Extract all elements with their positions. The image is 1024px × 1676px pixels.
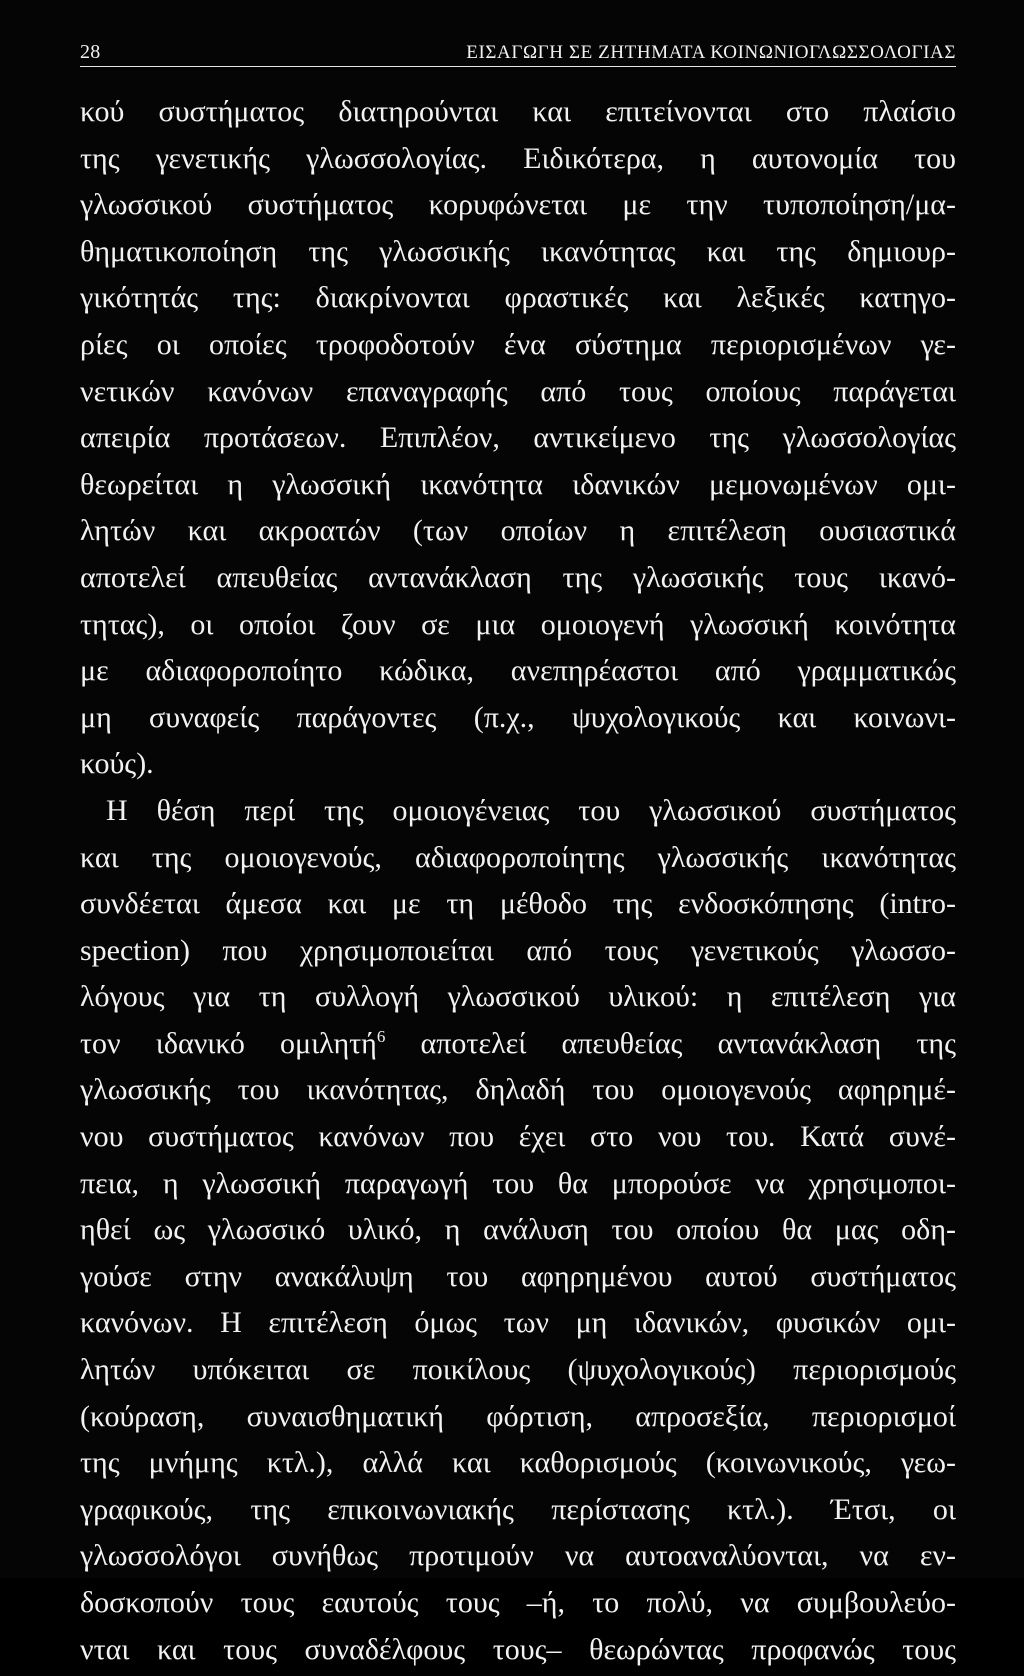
text-line: δοσκοπούν τους εαυτούς τους –ή, το πολύ, να συμβουλεύο- <box>80 1586 956 1619</box>
text-line: θεωρείται η γλωσσική ικανότητα ιδανικών μεμονωμένων ομι- <box>80 467 956 501</box>
text-line: γραφικούς, της επικοινωνιακής περίστασης κτλ.). Έτσι, οι <box>80 1492 956 1526</box>
text-line: και της ομοιογενούς, αδιαφοροποίητης γλωσσικής ικανότητας <box>80 840 956 874</box>
text-line: λητών και ακροατών (των οποίων η επιτέλεση ουσιαστικά <box>80 514 956 548</box>
text-line: γλωσσολόγοι συνήθως προτιμούν να αυτοαναλύονται, να εν- <box>80 1539 956 1573</box>
text-line: μη συναφείς παράγοντες (π.χ., ψυχολογικούς και κοινωνι- <box>80 700 956 734</box>
running-head-title: ΕΙΣΑΓΩΓΗ ΣΕ ΖΗΤΗΜΑΤΑ ΚΟΙΝΩΝΙΟΓΛΩΣΣΟΛΟΓΙΑΣ <box>466 42 956 63</box>
paragraph-end-line: κούς). <box>80 747 154 781</box>
text-line: λόγους για τη συλλογή γλωσσικού υλικού: η επιτέλεση για <box>80 980 956 1014</box>
text-line: κανόνων. Η επιτέλεση όμως των μη ιδανικών, φυσικών ομι- <box>80 1306 956 1340</box>
paragraph-start-line: Η θέση περί της ομοιογένειας του γλωσσικού συστήματος <box>106 793 956 827</box>
text-line-head: τον ιδανικό ομιλητή <box>80 1026 377 1060</box>
text-line: πεια, η γλωσσική παραγωγή του θα μπορούσε να χρησιμοποι- <box>80 1166 956 1200</box>
text-line: της γενετικής γλωσσολογίας. Ειδικότερα, η αυτονομία του <box>80 141 956 175</box>
text-line: γλωσσικού συστήματος κορυφώνεται με την τυποποίηση/μα- <box>80 188 956 222</box>
text-line: γικότητάς της: διακρίνονται φραστικές και λεξικές κατηγο- <box>80 281 956 315</box>
text-line: νετικών κανόνων επαναγραφής από τους οποίους παράγεται <box>80 374 956 408</box>
text-line: συνδέεται άμεσα και με τη μέθοδο της ενδοσκόπησης (intro- <box>80 887 956 921</box>
text-line-tail: αποτελεί απευθείας αντανάκλαση της <box>385 1026 956 1060</box>
text-line: της μνήμης κτλ.), αλλά και καθορισμούς (κοινωνικούς, γεω- <box>80 1446 956 1480</box>
text-line: (κούραση, συναισθηματική φόρτιση, απροσεξία, περιορισμοί <box>80 1399 956 1433</box>
text-line: τητας), οι οποίοι ζουν σε μια ομοιογενή γλωσσική κοινότητα <box>80 607 956 641</box>
text-line: με αδιαφοροποίητο κώδικα, ανεπηρέαστοι από γραμματικώς <box>80 654 956 688</box>
page-number: 28 <box>80 41 101 63</box>
text-line: θηματικοποίηση της γλωσσικής ικανότητας και της δημιουρ- <box>80 234 956 268</box>
footnote-reference[interactable]: 6 <box>376 1026 386 1046</box>
text-line: spection) που χρησιμοποιείται από τους γενετικούς γλωσσο- <box>80 933 956 967</box>
text-line: γούσε στην ανακάλυψη του αφηρημένου αυτού συστήματος <box>80 1259 956 1293</box>
body-text <box>80 92 956 1676</box>
text-line: λητών υπόκειται σε ποικίλους (ψυχολογικούς) περιορισμούς <box>80 1353 956 1387</box>
text-line: ρίες οι οποίες τροφοδοτούν ένα σύστημα περιορισμένων γε- <box>80 327 956 361</box>
text-line: αποτελεί απευθείας αντανάκλαση της γλωσσικής τους ικανό- <box>80 560 956 594</box>
text-line: ηθεί ως γλωσσικό υλικό, η ανάλυση του οποίου θα μας οδη- <box>80 1213 956 1247</box>
text-line: κού συστήματος διατηρούνται και επιτείνονται στο πλαίσιο <box>80 95 956 128</box>
text-line: γλωσσικής του ικανότητας, δηλαδή του ομοιογενούς αφηρημέ- <box>80 1073 956 1107</box>
text-line: απειρία προτάσεων. Επιπλέον, αντικείμενο της γλωσσολογίας <box>80 421 956 455</box>
text-line-with-footnote <box>80 1024 956 1071</box>
text-line: νται και τους συναδέλφους τους– θεωρώντας προφανώς τους <box>80 1632 956 1666</box>
text-line: νου συστήματος κανόνων που έχει στο νου του. Κατά συνέ- <box>80 1120 956 1154</box>
running-head <box>80 36 956 67</box>
